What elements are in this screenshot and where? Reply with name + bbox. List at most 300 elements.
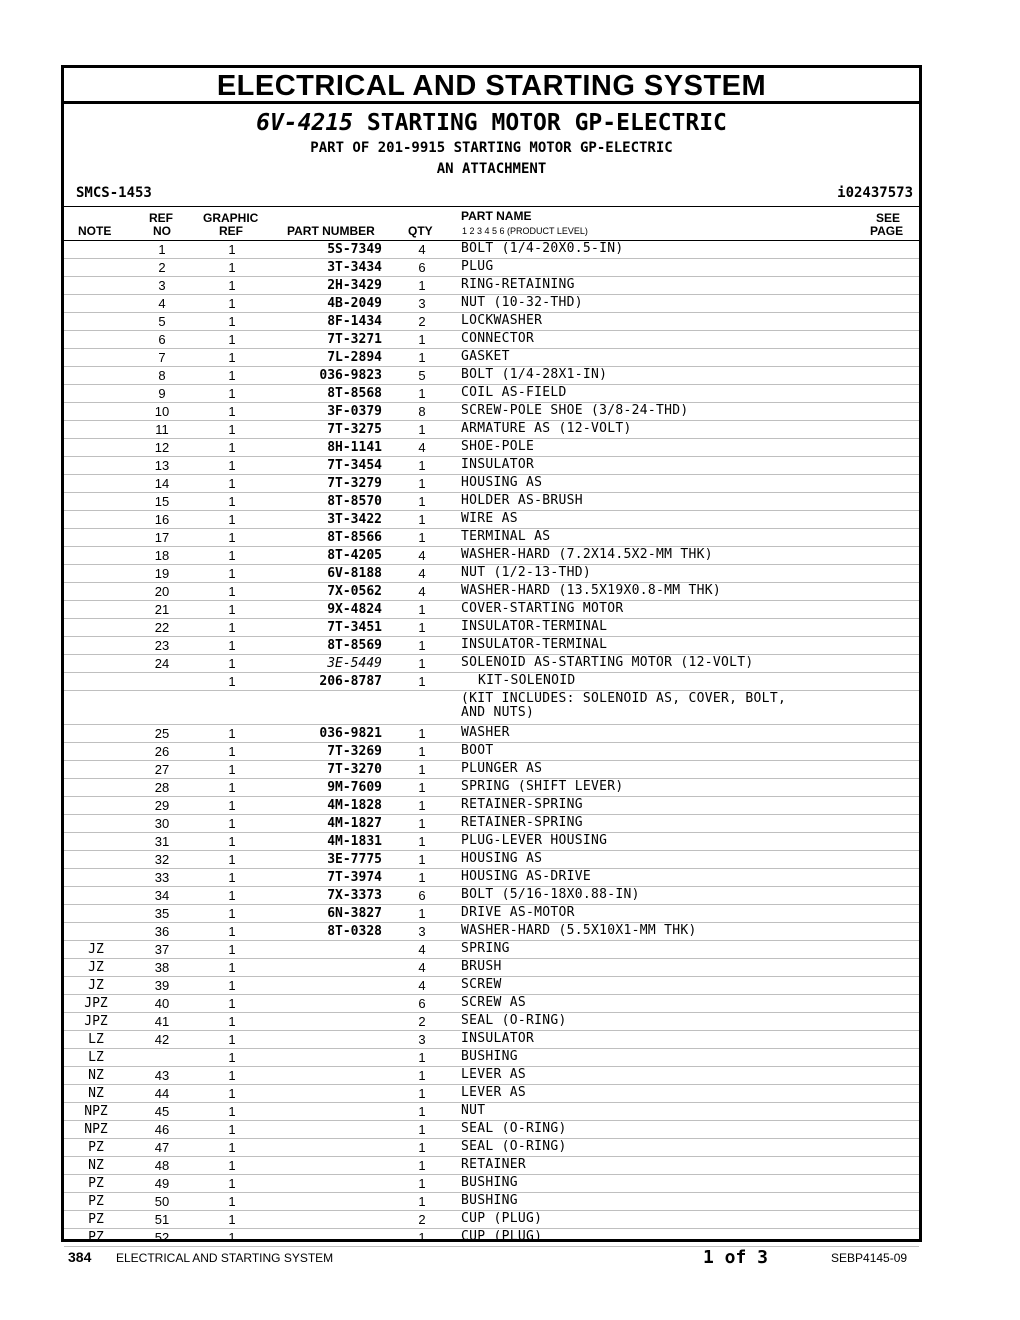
row-note: PZ [88,1194,104,1209]
row-ref-no: 26 [154,744,170,759]
table-row [64,1139,919,1157]
row-graphic-ref: 1 [228,1050,236,1065]
row-part-name: (KIT INCLUDES: SOLENOID AS, COVER, BOLT, AND NUTS) [461,691,787,720]
table-row [64,1067,919,1085]
row-qty: 6 [418,888,426,903]
row-graphic-ref: 1 [228,1086,236,1101]
row-qty: 1 [418,476,426,491]
table-row [64,655,919,673]
table-row [64,1121,919,1139]
row-note: LZ [88,1050,104,1065]
row-graphic-ref: 1 [228,1014,236,1029]
row-ref-no: 38 [154,960,170,975]
row-ref-no: 43 [154,1068,170,1083]
row-graphic-ref: 1 [228,744,236,759]
row-part-name: SEAL (O-RING) [461,1139,567,1154]
row-graphic-ref: 1 [228,260,236,275]
row-part-name: SCREW AS [461,995,527,1010]
row-ref-no: 40 [154,996,170,1011]
row-part-name: RING-RETAINING [461,277,575,292]
row-graphic-ref: 1 [228,638,236,653]
parts-sheet [61,65,922,1245]
row-qty: 1 [418,1086,426,1101]
row-part-name: RETAINER [461,1157,527,1172]
row-part-number: 6V-8188 [327,566,382,581]
table-row [64,439,919,457]
row-part-name: CONNECTOR [461,331,535,346]
row-graphic-ref: 1 [228,960,236,975]
table-row [64,313,919,331]
row-part-number: 8F-1434 [327,314,382,329]
row-ref-no: 52 [154,1230,170,1245]
row-part-name: WIRE AS [461,511,518,526]
row-ref-no: 25 [154,726,170,741]
row-part-name: NUT (1/2-13-THD) [461,565,592,580]
table-row [64,1103,919,1121]
row-part-name: LEVER AS [461,1085,527,1100]
row-ref-no: 49 [154,1176,170,1191]
row-graphic-ref: 1 [228,548,236,563]
table-row [64,743,919,761]
row-qty: 1 [418,350,426,365]
table-row [64,277,919,295]
row-qty: 1 [418,278,426,293]
table-row [64,637,919,655]
row-part-name: RETAINER-SPRING [461,797,583,812]
row-qty: 3 [418,1032,426,1047]
table-row [64,887,919,905]
row-graphic-ref: 1 [228,602,236,617]
row-part-name: SEAL (O-RING) [461,1013,567,1028]
row-part-number: 3E-7775 [327,852,382,867]
row-graphic-ref: 1 [228,1158,236,1173]
row-part-number: 8H-1141 [327,440,382,455]
illustration-id: i02437573 [837,185,913,201]
col-part-number: PART NUMBER [287,224,375,238]
row-graphic-ref: 1 [228,512,236,527]
table-row [64,619,919,637]
row-part-number: 8T-4205 [327,548,382,563]
footer-publication: SEBP4145-09 [831,1251,908,1265]
row-ref-no: 4 [158,296,166,311]
row-note: JPZ [84,1014,108,1029]
row-qty: 1 [418,906,426,921]
row-qty: 1 [418,386,426,401]
row-part-number: 3T-3422 [327,512,382,527]
row-graphic-ref: 1 [228,278,236,293]
row-part-name: SCREW [461,977,502,992]
row-part-name: BRUSH [461,959,502,974]
row-qty: 1 [418,620,426,635]
row-graphic-ref: 1 [228,780,236,795]
row-part-number: 7T-3974 [327,870,382,885]
row-qty: 3 [418,924,426,939]
row-ref-no: 24 [154,656,170,671]
row-part-number: 8T-8568 [327,386,382,401]
table-row [64,725,919,743]
row-ref-no: 30 [154,816,170,831]
row-graphic-ref: 1 [228,422,236,437]
table-row [64,421,919,439]
row-part-number: 8T-8566 [327,530,382,545]
row-part-number: 7T-3269 [327,744,382,759]
row-graphic-ref: 1 [228,530,236,545]
row-part-name: DRIVE AS-MOTOR [461,905,575,920]
table-row [64,851,919,869]
table-row [64,601,919,619]
footer-section: ELECTRICAL AND STARTING SYSTEM [116,1251,334,1265]
row-part-name: WASHER [461,725,510,740]
row-part-name: INSULATOR [461,1031,535,1046]
row-ref-no: 27 [154,762,170,777]
row-part-name: SOLENOID AS-STARTING MOTOR (12-VOLT) [461,655,754,670]
row-part-name: HOUSING AS-DRIVE [461,869,592,884]
row-part-name: COIL AS-FIELD [461,385,567,400]
table-row [64,1013,919,1031]
row-ref-no: 29 [154,798,170,813]
row-ref-no: 15 [154,494,170,509]
row-part-name: INSULATOR [461,457,535,472]
row-part-number: 5S-7349 [327,242,382,257]
row-qty: 1 [418,834,426,849]
row-part-name: BOLT (1/4-28X1-IN) [461,367,608,382]
row-part-name: ARMATURE AS (12-VOLT) [461,421,632,436]
row-part-number: 3F-0379 [327,404,382,419]
row-ref-no: 36 [154,924,170,939]
row-graphic-ref: 1 [228,620,236,635]
row-note: JPZ [84,996,108,1011]
col-see-bottom: PAGE [870,224,904,238]
row-part-name: PLUG-LEVER HOUSING [461,833,608,848]
row-qty: 1 [418,1176,426,1191]
row-part-name: SEAL (O-RING) [461,1121,567,1136]
footer-page-of: 1 of 3 [703,1247,769,1268]
row-note: NZ [88,1068,104,1083]
row-ref-no: 19 [154,566,170,581]
row-qty: 4 [418,960,426,975]
row-part-number: 4M-1831 [327,834,382,849]
row-ref-no: 34 [154,888,170,903]
row-ref-no: 44 [154,1086,170,1101]
row-part-number: 7T-3275 [327,422,382,437]
row-part-name: WASHER-HARD (13.5X19X0.8-MM THK) [461,583,722,598]
row-part-name: CUP (PLUG) [461,1211,543,1226]
page-footer [0,1247,1020,1271]
row-part-name: COVER-STARTING MOTOR [461,601,624,616]
row-part-name: WASHER-HARD (5.5X10X1-MM THK) [461,923,697,938]
row-ref-no: 32 [154,852,170,867]
row-ref-no: 51 [154,1212,170,1227]
table-row [64,241,919,259]
row-qty: 1 [418,656,426,671]
row-graphic-ref: 1 [228,1212,236,1227]
table-row [64,331,919,349]
row-ref-no: 3 [158,278,166,293]
row-graphic-ref: 1 [228,798,236,813]
row-qty: 1 [418,1068,426,1083]
row-part-name: GASKET [461,349,510,364]
table-row [64,1031,919,1049]
row-graphic-ref: 1 [228,762,236,777]
row-ref-no: 20 [154,584,170,599]
row-part-name: PLUG [461,259,494,274]
row-qty: 1 [418,332,426,347]
row-graphic-ref: 1 [228,1176,236,1191]
row-graphic-ref: 1 [228,924,236,939]
row-qty: 4 [418,548,426,563]
row-part-name: BOOT [461,743,494,758]
row-part-number: 7T-3271 [327,332,382,347]
row-ref-no: 46 [154,1122,170,1137]
row-ref-no: 18 [154,548,170,563]
section-title: ELECTRICAL AND STARTING SYSTEM [64,68,919,104]
row-qty: 2 [418,1014,426,1029]
table-row [64,367,919,385]
row-part-name: SPRING (SHIFT LEVER) [461,779,624,794]
row-graphic-ref: 1 [228,978,236,993]
row-part-number: 7X-0562 [327,584,382,599]
row-qty: 4 [418,242,426,257]
row-qty: 1 [418,674,426,689]
row-graphic-ref: 1 [228,1104,236,1119]
row-ref-no: 12 [154,440,170,455]
table-row [64,779,919,797]
row-part-name: NUT (10-32-THD) [461,295,583,310]
table-row [64,941,919,959]
row-graphic-ref: 1 [228,656,236,671]
row-part-name: NUT [461,1103,486,1118]
row-qty: 1 [418,762,426,777]
row-note: PZ [88,1212,104,1227]
row-note: JZ [88,960,104,975]
row-part-name: HOLDER AS-BRUSH [461,493,583,508]
table-row [64,493,919,511]
group-title [64,110,919,136]
table-row [64,529,919,547]
row-graphic-ref: 1 [228,458,236,473]
row-qty: 1 [418,870,426,885]
row-qty: 4 [418,440,426,455]
row-part-number: 036-9821 [319,726,382,741]
row-ref-no: 11 [155,422,169,437]
row-ref-no: 10 [154,404,170,419]
table-row [64,977,919,995]
row-part-name: RETAINER-SPRING [461,815,583,830]
row-graphic-ref: 1 [228,1230,236,1245]
row-graphic-ref: 1 [228,368,236,383]
row-note: JZ [88,942,104,957]
table-row [64,1085,919,1103]
row-part-number: 7X-3373 [327,888,382,903]
row-graphic-ref: 1 [228,296,236,311]
row-part-name: KIT-SOLENOID [478,673,576,688]
row-part-name: BUSHING [461,1049,518,1064]
row-graphic-ref: 1 [228,494,236,509]
table-row [64,565,919,583]
row-ref-no: 50 [154,1194,170,1209]
table-row [64,349,919,367]
table-row [64,511,919,529]
table-row [64,905,919,923]
footer-page-number: 384 [68,1249,92,1265]
row-qty: 1 [418,1104,426,1119]
row-graphic-ref: 1 [228,314,236,329]
row-ref-no: 9 [158,386,166,401]
row-graphic-ref: 1 [228,440,236,455]
row-note: LZ [88,1032,104,1047]
row-ref-no: 47 [154,1140,170,1155]
row-qty: 1 [418,1122,426,1137]
col-qty: QTY [408,224,433,238]
row-part-name: PLUNGER AS [461,761,543,776]
row-qty: 6 [418,260,426,275]
row-qty: 1 [418,798,426,813]
row-part-name: LEVER AS [461,1067,527,1082]
row-ref-no: 33 [154,870,170,885]
row-qty: 6 [418,996,426,1011]
row-graphic-ref: 1 [228,1032,236,1047]
row-ref-no: 16 [154,512,170,527]
table-row [64,995,919,1013]
col-product-levels: 1 2 3 4 5 6 (PRODUCT LEVEL) [462,226,588,236]
table-row [64,1049,919,1067]
row-part-number: 2H-3429 [327,278,382,293]
table-row [64,1175,919,1193]
row-qty: 1 [418,1050,426,1065]
row-ref-no: 23 [154,638,170,653]
row-graphic-ref: 1 [228,1140,236,1155]
table-row [64,673,919,691]
row-graphic-ref: 1 [228,1068,236,1083]
row-graphic-ref: 1 [228,332,236,347]
group-part-number: 6V-4215 [256,110,354,136]
table-row [64,1229,919,1247]
row-ref-no: 6 [158,332,166,347]
row-ref-no: 22 [154,620,170,635]
row-note: PZ [88,1176,104,1191]
row-part-name: BUSHING [461,1175,518,1190]
row-qty: 5 [418,368,426,383]
row-qty: 1 [418,458,426,473]
row-part-name: HOUSING AS [461,475,543,490]
row-graphic-ref: 1 [228,674,236,689]
row-part-name: WASHER-HARD (7.2X14.5X2-MM THK) [461,547,713,562]
col-graphic-bottom: REF [219,224,243,238]
table-row [64,403,919,421]
attachment-line: AN ATTACHMENT [436,161,547,177]
row-qty: 4 [418,942,426,957]
row-note: PZ [88,1140,104,1155]
row-part-number: 7T-3451 [327,620,382,635]
part-of-line: PART OF 201-9915 STARTING MOTOR GP-ELECTRIC [310,140,673,156]
row-part-number: 3E-5449 [327,656,382,671]
column-headers [64,207,919,241]
row-qty: 8 [418,404,426,419]
table-row [64,869,919,887]
row-ref-no: 2 [158,260,166,275]
row-part-number: 206-8787 [319,674,382,689]
row-part-number: 7L-2894 [327,350,382,365]
row-note: NZ [88,1158,104,1173]
row-ref-no: 31 [154,834,170,849]
row-qty: 1 [418,422,426,437]
row-graphic-ref: 1 [228,476,236,491]
row-graphic-ref: 1 [228,942,236,957]
smcs-code: SMCS-1453 [76,185,152,201]
row-ref-no: 35 [154,906,170,921]
row-graphic-ref: 1 [228,726,236,741]
col-ref-top: REF [149,211,173,225]
row-ref-no: 48 [154,1158,170,1173]
row-note: NPZ [84,1122,108,1137]
table-row [64,923,919,941]
group-name: STARTING MOTOR GP-ELECTRIC [366,110,727,136]
col-ref-bottom: NO [153,224,171,238]
row-qty: 4 [418,566,426,581]
row-part-number: 3T-3434 [327,260,382,275]
table-row [64,547,919,565]
row-qty: 1 [418,780,426,795]
row-part-number: 4B-2049 [327,296,382,311]
row-qty: 1 [418,726,426,741]
row-part-name: INSULATOR-TERMINAL [461,637,608,652]
row-graphic-ref: 1 [228,906,236,921]
row-note: NZ [88,1086,104,1101]
parts-list [64,241,919,1247]
row-qty: 4 [418,978,426,993]
row-qty: 2 [418,314,426,329]
row-ref-no: 17 [154,530,170,545]
row-qty: 1 [418,1194,426,1209]
row-graphic-ref: 1 [228,350,236,365]
col-see-top: SEE [876,211,901,225]
row-graphic-ref: 1 [228,584,236,599]
row-part-name: CUP (PLUG) [461,1229,543,1244]
row-graphic-ref: 1 [228,996,236,1011]
table-row [64,583,919,601]
col-graphic-top: GRAPHIC [203,211,259,225]
group-header [64,104,919,207]
row-qty: 3 [418,296,426,311]
row-graphic-ref: 1 [228,1194,236,1209]
row-graphic-ref: 1 [228,834,236,849]
row-qty: 1 [418,744,426,759]
row-ref-no: 1 [158,242,166,257]
table-row [64,761,919,779]
row-graphic-ref: 1 [228,242,236,257]
row-graphic-ref: 1 [228,852,236,867]
row-ref-no: 41 [154,1014,170,1029]
row-graphic-ref: 1 [228,816,236,831]
row-ref-no: 42 [154,1032,170,1047]
col-note: NOTE [78,224,112,238]
table-row [64,959,919,977]
table-row [64,1211,919,1229]
row-qty: 1 [418,1140,426,1155]
row-part-name: BOLT (5/16-18X0.88-IN) [461,887,640,902]
table-row [64,691,919,725]
row-qty: 1 [418,1230,426,1245]
row-ref-no: 37 [154,942,170,957]
row-qty: 1 [418,512,426,527]
table-row [64,833,919,851]
row-ref-no: 8 [158,368,166,383]
row-part-name: INSULATOR-TERMINAL [461,619,608,634]
row-qty: 1 [418,494,426,509]
table-row [64,475,919,493]
row-part-number: 9M-7609 [327,780,382,795]
row-part-number: 8T-8569 [327,638,382,653]
